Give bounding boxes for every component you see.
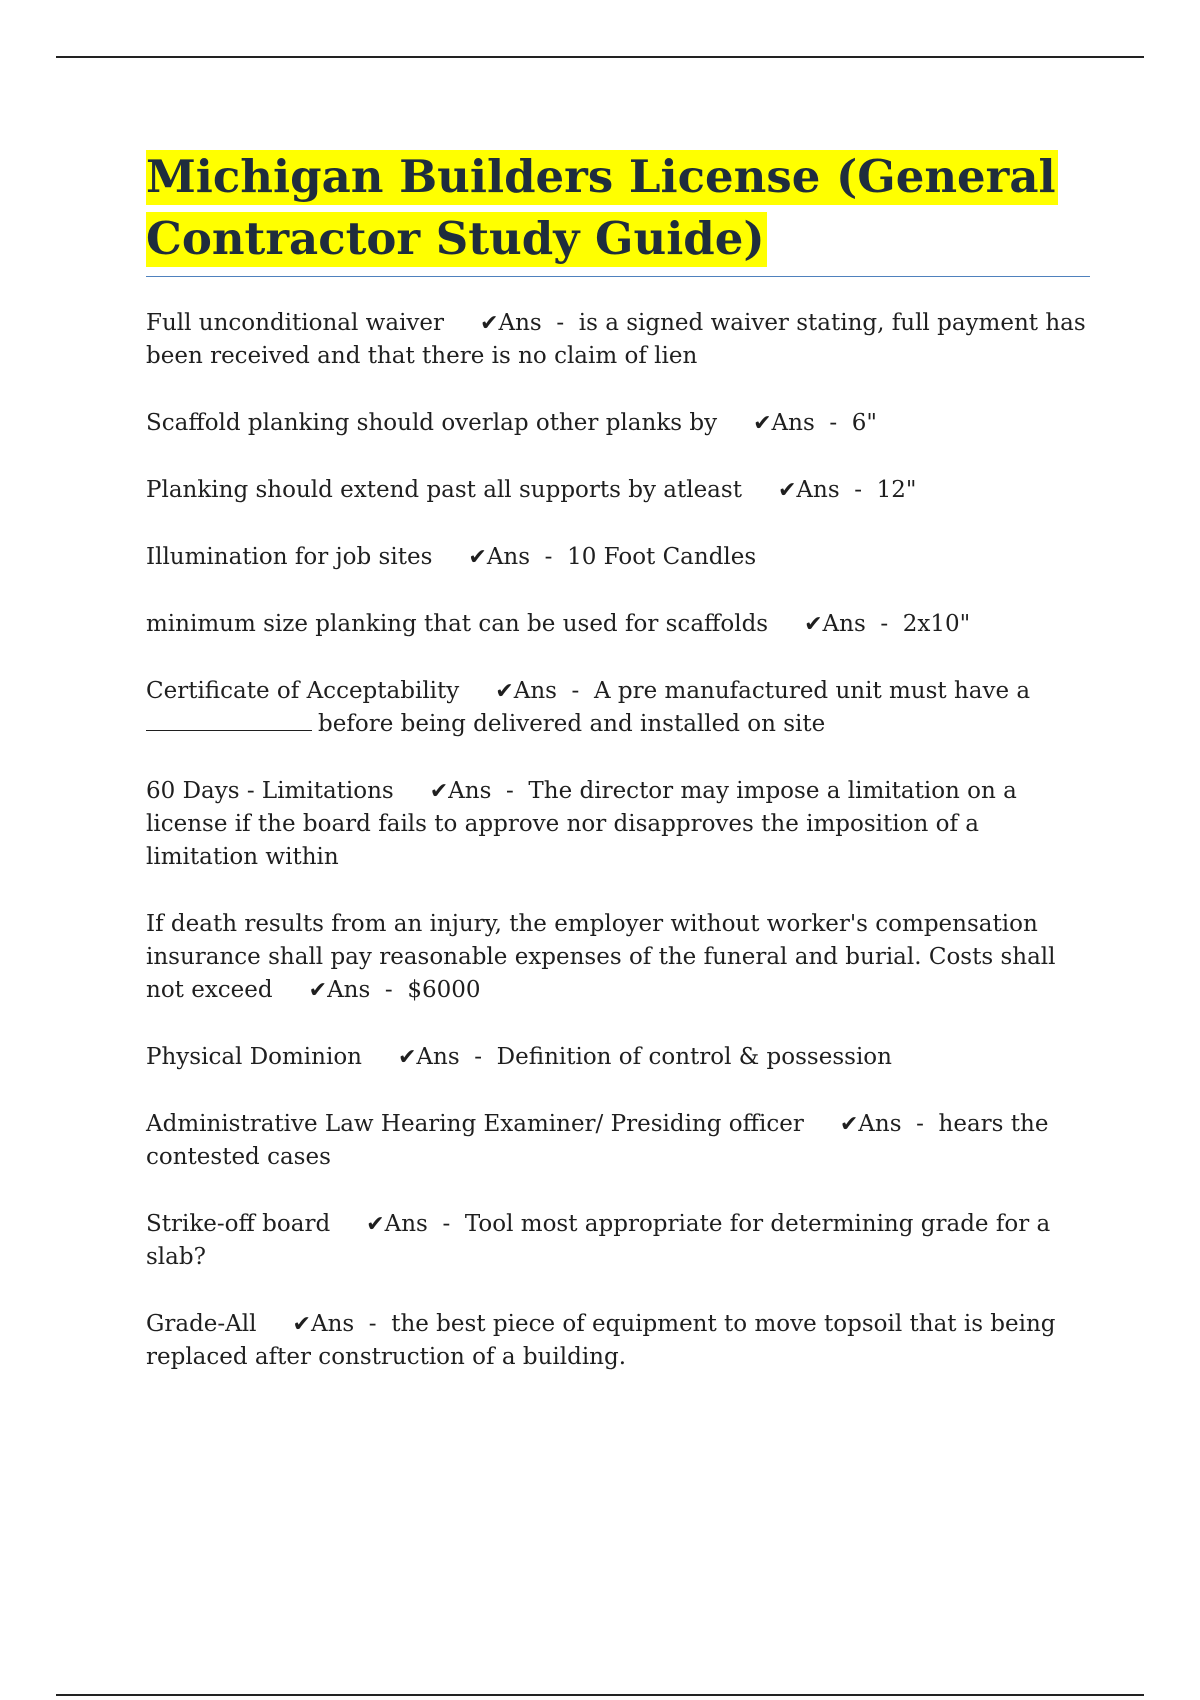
checkmark-icon: ✔: [777, 478, 797, 503]
checkmark-icon: ✔: [366, 1212, 385, 1237]
question-text: Planking should extend past all supports by atleast: [146, 477, 742, 503]
ans-label: Ans: [498, 310, 542, 336]
ans-label: Ans: [822, 611, 866, 637]
document-body: [146, 146, 1090, 1408]
answer-text: hears the contested cases: [146, 1111, 1049, 1170]
ans-label: Ans: [327, 977, 371, 1003]
answer-text: 2x10": [902, 611, 971, 637]
checkmark-icon: ✔: [468, 545, 487, 570]
answer-text: The director may impose a limitation on a license if the board fails to approve nor disapproves the imposition of a limitation within: [146, 778, 1017, 870]
ans-label: Ans: [486, 544, 531, 570]
qa-item: Scaffold planking should overlap other planks by ✔Ans - 6": [146, 407, 1090, 440]
question-text: Strike-off board: [146, 1211, 331, 1237]
qa-item: Illumination for job sites ✔Ans - 10 Foot Candles: [146, 541, 1090, 574]
document-title: [146, 146, 1090, 277]
answer-text: 12": [876, 477, 917, 503]
checkmark-icon: ✔: [495, 679, 514, 704]
answer-text: A pre manufactured unit must have a: [593, 678, 1031, 704]
qa-item: If death results from an injury, the employer without worker's compensation insurance shall pay reasonable expenses of the funeral and burial. Costs shall not exceed ✔Ans - $6000: [146, 908, 1090, 1007]
ans-label: Ans: [416, 1044, 460, 1070]
question-text: Scaffold planking should overlap other planks by: [146, 410, 718, 436]
ans-label: Ans: [796, 477, 840, 503]
document-title-line-2: Contractor Study Guide): [146, 212, 765, 265]
checkmark-icon: ✔: [397, 1045, 417, 1070]
qa-item: 60 Days - Limitations ✔Ans - The director may impose a limitation on a license if the board fails to approve nor disapproves the imposition of a limitation within: [146, 775, 1090, 874]
ans-label: Ans: [310, 1311, 355, 1337]
checkmark-icon: ✔: [308, 978, 328, 1003]
question-text: 60 Days - Limitations: [146, 778, 394, 804]
answer-text-continued: before being delivered and installed on site: [318, 711, 826, 737]
page-bottom-rule: [56, 1694, 1144, 1696]
answer-text: the best piece of equipment to move topsoil that is being replaced after construction of a building.: [146, 1311, 1056, 1370]
answer-text: 6": [851, 410, 877, 436]
ans-label: Ans: [858, 1111, 902, 1137]
qa-item: Full unconditional waiver ✔Ans - is a signed waiver stating, full payment has been received and that there is no claim of lien: [146, 307, 1090, 373]
page-top-rule: [56, 56, 1144, 58]
answer-text: $6000: [407, 977, 481, 1003]
question-text: If death results from an injury, the employer without worker's compensation insurance shall pay reasonable expenses of the funeral and burial. Costs shall not exceed: [146, 911, 1056, 1003]
question-text: Administrative Law Hearing Examiner/ Presiding officer: [146, 1111, 804, 1137]
qa-item: Planking should extend past all supports by atleast ✔Ans - 12": [146, 474, 1090, 507]
checkmark-icon: ✔: [429, 779, 449, 804]
qa-item: Strike-off board ✔Ans - Tool most appropriate for determining grade for a slab?: [146, 1208, 1090, 1274]
ans-label: Ans: [513, 678, 557, 704]
fill-in-blank: [146, 708, 312, 731]
checkmark-icon: ✔: [753, 411, 772, 436]
checkmark-icon: ✔: [804, 612, 823, 637]
question-text: minimum size planking that can be used for scaffolds: [146, 611, 769, 637]
answer-text: is a signed waiver stating, full payment has been received and that there is no claim of lien: [146, 310, 1086, 369]
checkmark-icon: ✔: [480, 311, 499, 336]
qa-item: Grade-All ✔Ans - the best piece of equipment to move topsoil that is being replaced after construction of a building.: [146, 1308, 1090, 1374]
question-text: Grade-All: [146, 1311, 257, 1337]
answer-text: Definition of control & possession: [496, 1044, 892, 1070]
question-text: Full unconditional waiver: [146, 310, 445, 336]
ans-label: Ans: [448, 778, 492, 804]
qa-item: Physical Dominion ✔Ans - Definition of control & possession: [146, 1041, 1090, 1074]
ans-label: Ans: [771, 410, 815, 436]
answer-text: Tool most appropriate for determining grade for a slab?: [146, 1211, 1051, 1270]
checkmark-icon: ✔: [292, 1312, 311, 1337]
answer-text: 10 Foot Candles: [567, 544, 757, 570]
qa-item: minimum size planking that can be used for scaffolds ✔Ans - 2x10": [146, 608, 1090, 641]
checkmark-icon: ✔: [839, 1112, 859, 1137]
question-text: Certificate of Acceptability: [146, 678, 460, 704]
qa-item: Administrative Law Hearing Examiner/ Presiding officer ✔Ans - hears the contested cases: [146, 1108, 1090, 1174]
ans-label: Ans: [384, 1211, 428, 1237]
qa-list: [146, 307, 1090, 1374]
document-title-line-1: Michigan Builders License (General: [146, 150, 1056, 203]
question-text: Illumination for job sites: [146, 544, 433, 570]
question-text: Physical Dominion: [146, 1044, 362, 1070]
qa-item: Certificate of Acceptability ✔Ans - A pre manufactured unit must have a before being delivered and installed on site: [146, 675, 1090, 741]
